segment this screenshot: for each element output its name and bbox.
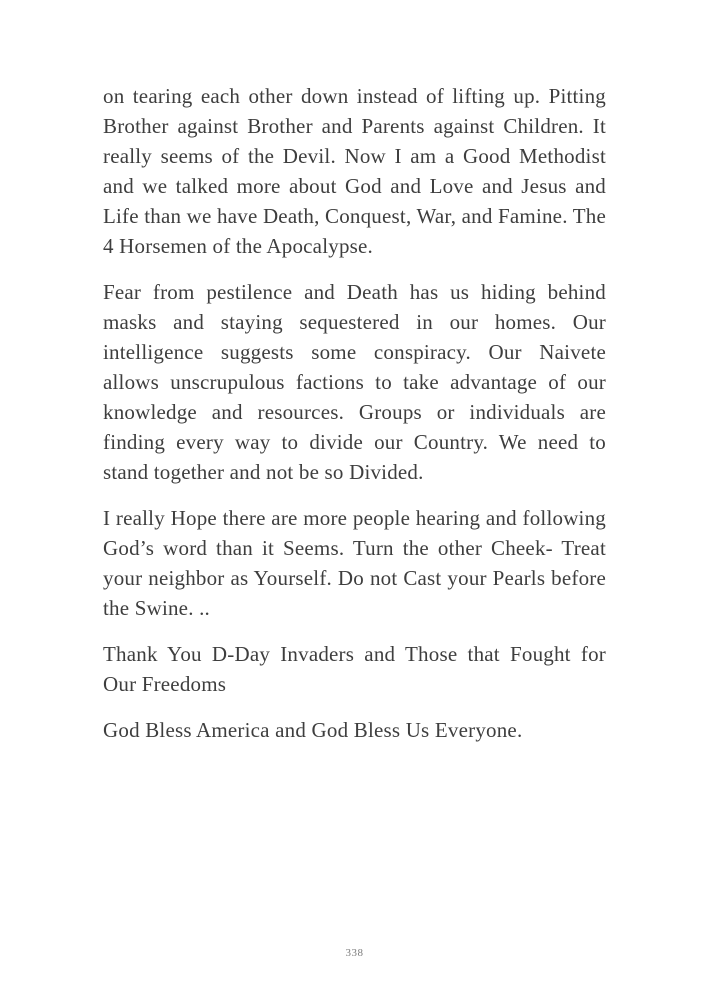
paragraph: Fear from pestilence and Death has us hiding behind masks and staying sequestered in our homes. Our intelligence suggests some conspiracy. Our Naivete allows unscrupulous factions to take advantage of our knowledge and resources. Groups or individuals are finding every way to divide our Country. We need to stand together and not be so Divided. — [103, 280, 606, 484]
paragraph: on tearing each other down instead of lifting up. Pitting Brother against Brother and Parents against Children. It really seems of the Devil. Now I am a Good Methodist and we talked more about God and Love and Jesus and Life than we have Death, Conquest, War, and Famine. The 4 Horsemen of the Apocalypse. — [103, 84, 606, 258]
page-number: 338 — [345, 947, 364, 959]
paragraph: God Bless America and God Bless Us Everyone. — [103, 718, 523, 742]
paragraph: I really Hope there are more people hearing and following God’s word than it Seems. Turn the other Cheek- Treat your neighbor as Yourself. Do not Cast your Pearls before the Swine. .. — [103, 506, 606, 620]
paragraph: Thank You D-Day Invaders and Those that Fought for Our Freedoms — [103, 642, 606, 696]
page-content — [103, 81, 606, 761]
